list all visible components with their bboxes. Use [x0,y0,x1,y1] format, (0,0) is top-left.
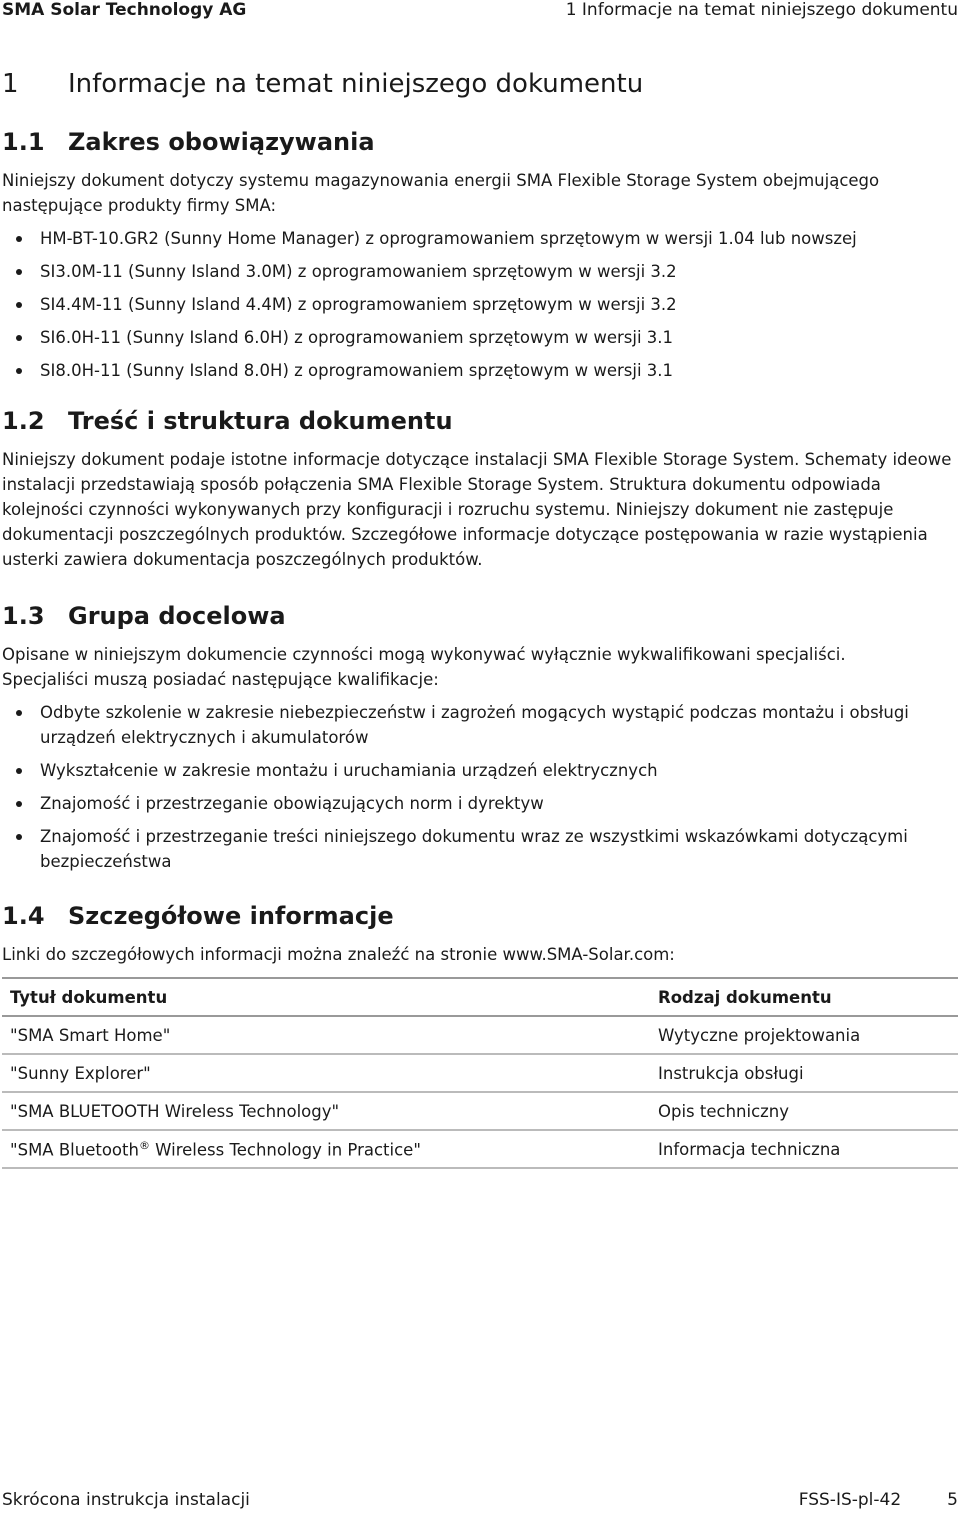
list-item: SI8.0H-11 (Sunny Island 8.0H) z oprogramowaniem sprzętowym w wersji 3.1 [2,358,958,383]
table-row [2,1016,958,1054]
section-number: 1.2 [2,407,45,435]
chapter-title: 1 Informacje na temat niniejszego dokumentu [565,0,958,20]
section-1-3-body: Opisane w niniejszym dokumencie czynności mogą wykonywać wyłącznie wykwalifikowani specjaliści. [2,645,846,664]
table-row [2,1130,958,1168]
chapter-number: 1 [2,69,19,99]
list-item: Wykształcenie w zakresie montażu i uruchamiania urządzeń elektrycznych [2,758,958,783]
document-title-cell: "SMA Smart Home" [2,1016,650,1054]
footer-right [799,1490,958,1510]
list-item: Znajomość i przestrzeganie obowiązujących norm i dyrektyw [2,791,958,816]
section-title: Grupa docelowa [68,602,286,630]
document-type-cell: Wytyczne projektowania [650,1016,958,1054]
table-header-row [2,978,958,1016]
table-row [2,1054,958,1092]
section-1-3-qualifications-intro: Specjaliści muszą posiadać następujące kwalifikacje: [2,670,439,689]
column-header-type: Rodzaj dokumentu [650,978,958,1016]
chapter-heading-text: Informacje na temat niniejszego dokumentu [68,69,644,99]
chapter-heading [2,62,958,106]
section-number: 1.3 [2,602,45,630]
list-item: HM-BT-10.GR2 (Sunny Home Manager) z oprogramowaniem sprzętowym w wersji 1.04 lub nowszej [2,226,958,251]
list-item: SI4.4M-11 (Sunny Island 4.4M) z oprogramowaniem sprzętowym w wersji 3.2 [2,292,958,317]
section-title: Treść i struktura dokumentu [68,407,453,435]
document-title-part: "SMA Bluetooth [10,1140,139,1160]
product-list [2,226,958,383]
section-number: 1.4 [2,902,45,930]
document-type-cell: Instrukcja obsługi [650,1054,958,1092]
section-1-4-intro: Linki do szczegółowych informacji można znaleźć na stronie www.SMA-Solar.com: [2,945,675,964]
page-header [2,0,958,24]
section-title: Szczegółowe informacje [68,902,394,930]
section-title: Zakres obowiązywania [68,128,375,156]
document-name: Skrócona instrukcja instalacji [2,1490,250,1510]
list-item: SI6.0H-11 (Sunny Island 6.0H) z oprogramowaniem sprzętowym w wersji 3.1 [2,325,958,350]
list-item: Znajomość i przestrzeganie treści niniejszego dokumentu wraz ze wszystkimi wskazówkami dotyczącymi bezpieczeństwa [2,824,958,874]
document-title-cell: "Sunny Explorer" [2,1054,650,1092]
qualification-list [2,700,958,874]
document-type-cell: Informacja techniczna [650,1130,958,1168]
document-title-cell: "SMA BLUETOOTH Wireless Technology" [2,1092,650,1130]
document-type-cell: Opis techniczny [650,1092,958,1130]
company-name: SMA Solar Technology AG [2,0,247,20]
list-item: Odbyte szkolenie w zakresie niebezpieczeństw i zagrożeń mogących wystąpić podczas montażu i obsługi urządzeń elektrycznych i akumulatorów [2,700,958,750]
page-content [2,62,958,1169]
section-heading-1-1 [2,122,958,162]
table-row [2,1092,958,1130]
page-footer [2,1490,958,1516]
document-title-cell [2,1130,650,1168]
column-header-title: Tytuł dokumentu [2,978,650,1016]
document-id: FSS-IS-pl-42 [798,1490,902,1510]
section-heading-1-4 [2,896,958,936]
section-heading-1-3 [2,596,958,636]
section-1-2-body: Niniejszy dokument podaje istotne informacje dotyczące instalacji SMA Flexible Storage System. Schematy ideowe instalacji przedstawiają sposób połączenia SMA Flexible Storage System. Struktura dokumentu odpowiada kolejności czynności wykonywanych przy konfiguracji i rozruchu systemu. Niniejszy dokument nie zastępuje dokumentacji poszczególnych produktów. Szczegółowe informacje dotyczące postępowania w razie wystąpienia usterki zawiera dokumentacja poszczególnych produktów. [2,450,952,569]
list-item: SI3.0M-11 (Sunny Island 3.0M) z oprogramowaniem sprzętowym w wersji 3.2 [2,259,958,284]
documents-table [2,977,958,1169]
registered-mark: ® [138,1138,150,1152]
section-number: 1.1 [2,128,45,156]
document-title-part: Wireless Technology in Practice" [149,1140,421,1160]
section-heading-1-2 [2,401,958,441]
page-number: 5 [947,1490,958,1510]
section-1-1-intro: Niniejszy dokument dotyczy systemu magazynowania energii SMA Flexible Storage System obejmującego następujące produkty firmy SMA: [2,171,880,215]
